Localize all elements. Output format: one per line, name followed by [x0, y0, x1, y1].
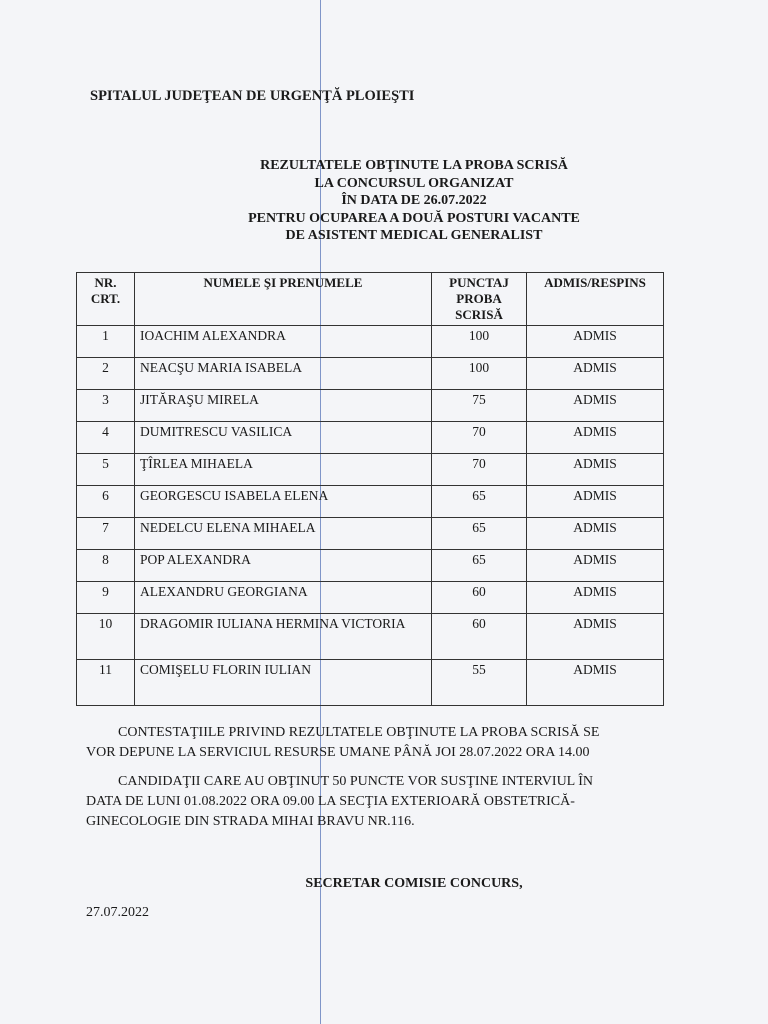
cell-name: POP ALEXANDRA [135, 550, 432, 582]
cell-status: ADMIS [527, 486, 664, 518]
cell-status: ADMIS [527, 614, 664, 660]
cell-status: ADMIS [527, 582, 664, 614]
cell-score: 65 [432, 550, 527, 582]
paragraph-line: DATA DE LUNI 01.08.2022 ORA 09.00 LA SECŢIA EXTERIOARĂ OBSTETRICĂ- [86, 794, 575, 809]
cell-nr: 7 [77, 518, 135, 550]
cell-score: 65 [432, 518, 527, 550]
paragraph-line: CONTESTAŢIILE PRIVIND REZULTATELE OBŢINUTE LA PROBA SCRISĂ SE [118, 725, 600, 740]
table-row [77, 518, 664, 550]
heading-line: DE ASISTENT MEDICAL GENERALIST [285, 228, 543, 243]
cell-status: ADMIS [527, 326, 664, 358]
cell-name: ŢÎRLEA MIHAELA [135, 454, 432, 486]
cell-name: JITĂRAŞU MIRELA [135, 390, 432, 422]
table-row [77, 454, 664, 486]
cell-score: 100 [432, 326, 527, 358]
table-row [77, 390, 664, 422]
heading-line: PENTRU OCUPAREA A DOUĂ POSTURI VACANTE [248, 210, 580, 226]
cell-score: 75 [432, 390, 527, 422]
cell-status: ADMIS [527, 358, 664, 390]
cell-nr: 8 [77, 550, 135, 582]
table-row [77, 614, 664, 660]
paragraph-line: CANDIDAŢII CARE AU OBŢINUT 50 PUNCTE VOR SUSŢINE INTERVIUL ÎN [118, 774, 593, 789]
cell-name: COMIŞELU FLORIN IULIAN [135, 660, 432, 706]
appeals-paragraph [86, 723, 686, 763]
cell-status: ADMIS [527, 454, 664, 486]
cell-name: ALEXANDRU GEORGIANA [135, 582, 432, 614]
secretary-signature-label: SECRETAR COMISIE CONCURS, [305, 876, 523, 891]
cell-score: 60 [432, 614, 527, 660]
header-status: ADMIS/RESPINS [527, 273, 664, 326]
header-score: PUNCTAJ PROBA SCRISĂ [432, 273, 527, 326]
table-header-row [77, 273, 664, 326]
header-nr: NR. CRT. [77, 273, 135, 326]
table-row [77, 660, 664, 706]
interview-paragraph [86, 772, 686, 832]
table-row [77, 550, 664, 582]
cell-nr: 5 [77, 454, 135, 486]
cell-name: DRAGOMIR IULIANA HERMINA VICTORIA [135, 614, 432, 660]
cell-nr: 10 [77, 614, 135, 660]
cell-status: ADMIS [527, 550, 664, 582]
cell-nr: 6 [77, 486, 135, 518]
cell-score: 70 [432, 454, 527, 486]
heading-line: REZULTATELE OBŢINUTE LA PROBA SCRISĂ [260, 158, 568, 173]
cell-name: GEORGESCU ISABELA ELENA [135, 486, 432, 518]
document-date: 27.07.2022 [86, 905, 149, 920]
cell-score: 70 [432, 422, 527, 454]
header-name: NUMELE ŞI PRENUMELE [135, 273, 432, 326]
cell-nr: 9 [77, 582, 135, 614]
heading-line: ÎN DATA DE 26.07.2022 [341, 193, 487, 208]
heading-line: LA CONCURSUL ORGANIZAT [314, 175, 514, 191]
cell-score: 100 [432, 358, 527, 390]
cell-nr: 1 [77, 326, 135, 358]
cell-name: NEACŞU MARIA ISABELA [135, 358, 432, 390]
cell-name: NEDELCU ELENA MIHAELA [135, 518, 432, 550]
cell-score: 55 [432, 660, 527, 706]
cell-score: 65 [432, 486, 527, 518]
table-row [77, 358, 664, 390]
cell-status: ADMIS [527, 390, 664, 422]
cell-status: ADMIS [527, 422, 664, 454]
results-table [76, 272, 664, 706]
hospital-name: SPITALUL JUDEŢEAN DE URGENŢĂ PLOIEŞTI [90, 88, 415, 104]
paragraph-line: GINECOLOGIE DIN STRADA MIHAI BRAVU NR.116. [86, 814, 415, 829]
document-heading [0, 157, 768, 245]
table-row [77, 486, 664, 518]
table-row [77, 326, 664, 358]
cell-status: ADMIS [527, 518, 664, 550]
cell-name: IOACHIM ALEXANDRA [135, 326, 432, 358]
cell-name: DUMITRESCU VASILICA [135, 422, 432, 454]
paragraph-line: VOR DEPUNE LA SERVICIUL RESURSE UMANE PÂNĂ JOI 28.07.2022 ORA 14.00 [86, 745, 590, 760]
cell-nr: 11 [77, 660, 135, 706]
cell-score: 60 [432, 582, 527, 614]
cell-nr: 4 [77, 422, 135, 454]
table-row [77, 422, 664, 454]
cell-status: ADMIS [527, 660, 664, 706]
cell-nr: 3 [77, 390, 135, 422]
table-row [77, 582, 664, 614]
cell-nr: 2 [77, 358, 135, 390]
